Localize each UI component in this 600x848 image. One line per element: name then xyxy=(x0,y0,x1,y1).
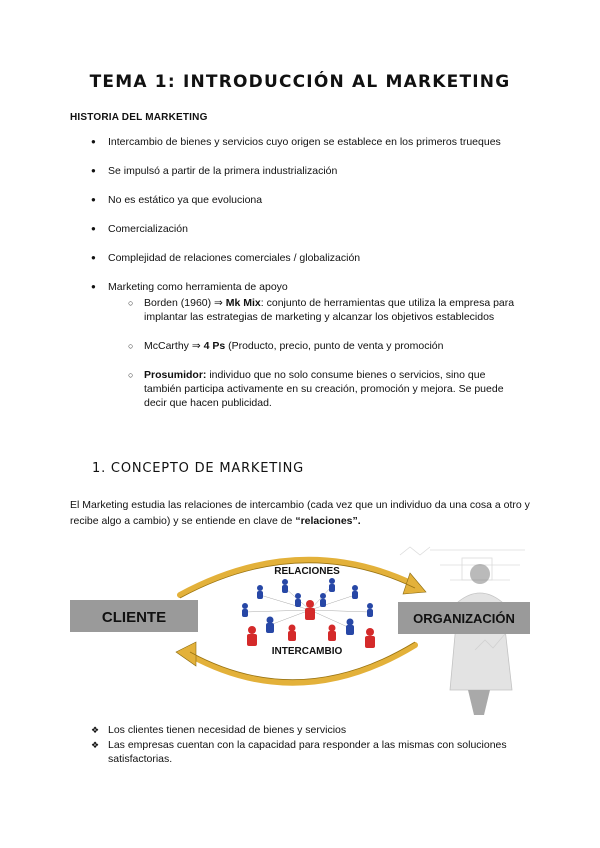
list-item: ● Se impulsó a partir de la primera industrialización xyxy=(91,164,551,178)
section-heading: 1. CONCEPTO DE MARKETING xyxy=(92,461,305,476)
list-item: ❖ Los clientes tienen necesidad de bienes y servicios xyxy=(91,723,511,737)
exchange-label: INTERCAMBIO xyxy=(271,646,343,657)
list-item xyxy=(91,280,551,410)
businessman-illustration xyxy=(450,564,512,715)
sub-list-item: ○ Borden (1960) ⇒ Mk Mix: conjunto de herramientas que utiliza la empresa para implantar las estrategias de marketing y alcanzar los objetivos establecidos xyxy=(108,296,524,324)
list-item: ❖ Las empresas cuentan con la capacidad para responder a las mismas con soluciones satisfactorias. xyxy=(91,738,511,766)
section-paragraph: El Marketing estudia las relaciones de intercambio (cada vez que un individuo da una cosa a otro y recibe algo a cambio) y se entiende en clave de “relaciones”. xyxy=(70,499,530,527)
history-heading: HISTORIA DEL MARKETING xyxy=(70,112,208,123)
list-item: ● Comercialización xyxy=(91,222,551,236)
list-item: ● No es estático ya que evoluciona xyxy=(91,193,551,207)
client-label: CLIENTE xyxy=(101,609,167,626)
sub-list xyxy=(108,296,551,410)
organization-label: ORGANIZACIÓN xyxy=(413,611,515,626)
marketing-diagram xyxy=(70,540,530,715)
notes-list xyxy=(91,723,511,767)
list-item: ● Complejidad de relaciones comerciales / globalización xyxy=(91,251,551,265)
sub-list-item: ○ Prosumidor: individuo que no solo consume bienes o servicios, sino que también participa activamente en su creación, promoción y mejora. Se puede decir que hacen publicidad. xyxy=(108,368,524,410)
relations-label: RELACIONES xyxy=(274,566,340,577)
list-item-text: Marketing como herramienta de apoyo xyxy=(108,281,288,293)
page-title: TEMA 1: INTRODUCCIÓN AL MARKETING xyxy=(89,72,511,92)
list-item: ● Intercambio de bienes y servicios cuyo origen se establece en los primeros trueques xyxy=(91,135,551,149)
people-icons xyxy=(242,578,375,648)
history-list xyxy=(91,135,551,425)
sub-list-item: ○ McCarthy ⇒ 4 Ps (Producto, precio, punto de venta y promoción xyxy=(108,339,524,353)
